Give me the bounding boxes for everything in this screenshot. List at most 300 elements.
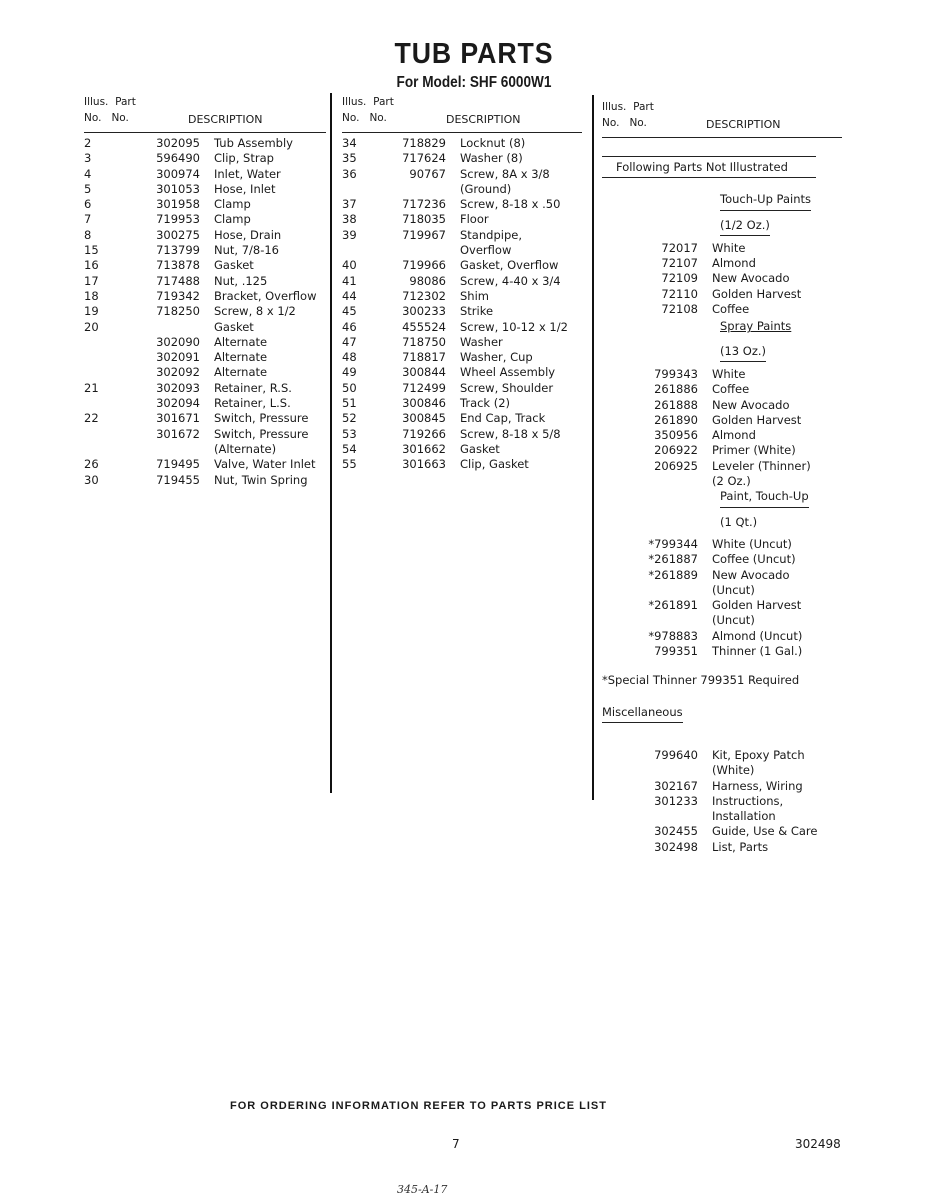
part-number: 799640 (654, 747, 698, 762)
illus-number: 5 (84, 181, 92, 196)
part-number: 301233 (654, 793, 698, 808)
special-thinner-note: *Special Thinner 799351 Required (602, 673, 800, 688)
part-number: 302498 (654, 839, 698, 854)
part-row (84, 182, 326, 197)
illus-number: 47 (342, 334, 357, 349)
part-description: Golden Harvest (712, 286, 802, 301)
part-description: Clamp (214, 212, 251, 227)
illus-number: 54 (342, 441, 357, 456)
column-header (602, 100, 842, 138)
part-number: 799343 (654, 366, 698, 381)
part-row (602, 367, 842, 382)
part-number: 718829 (402, 136, 446, 150)
part-row (342, 304, 582, 319)
part-number: 261890 (654, 412, 698, 427)
part-description: Screw, 10-12 x 1/2 (460, 319, 568, 334)
document-number: 302498 (795, 1137, 841, 1151)
part-number: 596490 (156, 151, 200, 166)
part-number: 719455 (156, 472, 200, 487)
illus-number: 3 (84, 151, 92, 166)
illus-number: 26 (84, 457, 99, 472)
part-row (84, 151, 326, 166)
part-description: Thinner (1 Gal.) (712, 644, 803, 659)
parts-column-3 (602, 100, 842, 855)
part-number: 72017 (661, 240, 698, 255)
part-row (84, 396, 326, 411)
part-description: Gasket (214, 319, 254, 334)
part-description: Alternate (214, 334, 268, 349)
part-number: 719342 (156, 288, 200, 303)
part-number: 712302 (402, 288, 446, 303)
part-description: White (Uncut) (712, 536, 792, 551)
part-description: Gasket (460, 441, 500, 456)
part-row (84, 243, 326, 258)
part-number: 302092 (156, 365, 200, 380)
part-description: New Avocado (712, 271, 790, 286)
part-row (602, 840, 842, 855)
part-row (342, 136, 582, 151)
part-description: Screw, Shoulder (460, 380, 554, 395)
part-number: 719495 (156, 457, 200, 472)
part-description: Harness, Wiring (712, 778, 803, 793)
part-row (602, 428, 842, 443)
part-number: 72107 (661, 256, 698, 271)
part-row (602, 598, 842, 613)
part-row (602, 459, 842, 474)
illus-number: 39 (342, 227, 357, 242)
part-row (342, 228, 582, 243)
part-description: Coffee (712, 302, 750, 317)
part-row (84, 350, 326, 365)
illus-number (84, 396, 118, 411)
part-number (602, 474, 712, 489)
illus-number: 15 (84, 243, 99, 258)
part-row (342, 274, 582, 289)
illus-number: 2 (84, 136, 92, 150)
part-description: Screw, 8-18 x 5/8 (460, 426, 561, 441)
part-description: White (712, 240, 746, 255)
illus-number: 44 (342, 288, 357, 303)
part-number (374, 243, 460, 258)
part-description: Leveler (Thinner) (712, 458, 811, 473)
parts-list (84, 136, 326, 488)
part-description: New Avocado (712, 397, 790, 412)
part-row (602, 256, 842, 271)
illus-number: 51 (342, 396, 357, 411)
part-description: End Cap, Track (460, 411, 546, 426)
part-number: 300233 (402, 304, 446, 319)
part-description: (Alternate) (214, 441, 277, 456)
miscellaneous-list (602, 748, 842, 855)
part-number: 300846 (402, 396, 446, 411)
part-number: *261887 (648, 552, 698, 567)
part-row-continuation (342, 243, 582, 258)
parts-column-1 (84, 95, 326, 488)
part-number: 302094 (156, 396, 200, 411)
part-number: 718817 (402, 350, 446, 365)
part-number: 206925 (654, 458, 698, 473)
part-number: 98086 (409, 273, 446, 288)
part-number: 300844 (402, 365, 446, 380)
part-row (602, 824, 842, 839)
part-row (84, 473, 326, 488)
part-number: 719953 (156, 212, 200, 227)
part-description: Retainer, R.S. (214, 380, 292, 395)
spray-paints-size: (13 Oz.) (720, 344, 766, 362)
part-row (602, 629, 842, 644)
touchup-paints-heading: Touch-Up Paints (720, 192, 811, 210)
illus-part-header-bottom: No. No. (342, 112, 387, 124)
part-number: 300275 (156, 227, 200, 242)
illus-number: 38 (342, 212, 357, 227)
part-row (602, 271, 842, 286)
part-row (84, 258, 326, 273)
part-row (602, 537, 842, 552)
part-number: 300974 (156, 166, 200, 181)
description-header: DESCRIPTION (188, 113, 263, 126)
part-row (84, 167, 326, 182)
part-description: List, Parts (712, 839, 769, 854)
part-row (84, 320, 326, 335)
part-row (342, 411, 582, 426)
illus-number: 53 (342, 426, 357, 441)
part-description: Floor (460, 212, 489, 227)
part-description: Retainer, L.S. (214, 396, 291, 411)
column-header (84, 95, 326, 133)
part-description: (Uncut) (712, 582, 755, 597)
part-row (342, 427, 582, 442)
part-row (84, 304, 326, 319)
illus-number: 4 (84, 166, 92, 181)
part-row (342, 442, 582, 457)
part-row (342, 381, 582, 396)
part-row (602, 413, 842, 428)
part-number: *799344 (648, 536, 698, 551)
column-divider-1 (330, 93, 332, 793)
part-number: 301671 (156, 411, 200, 426)
illus-part-header-top: Illus. Part (602, 101, 654, 113)
part-row (84, 365, 326, 380)
description-header: DESCRIPTION (446, 113, 521, 126)
illus-number: 49 (342, 365, 357, 380)
parts-list (342, 136, 582, 473)
part-number: 72108 (661, 302, 698, 317)
part-row (84, 289, 326, 304)
part-number: 719266 (402, 426, 446, 441)
part-row (342, 258, 582, 273)
part-number: 301663 (402, 457, 446, 472)
part-description: Alternate (214, 350, 268, 365)
illus-number: 6 (84, 197, 92, 212)
part-number: 717488 (156, 273, 200, 288)
part-row (342, 151, 582, 166)
part-description: Wheel Assembly (460, 365, 556, 380)
part-row (84, 427, 326, 442)
part-row (84, 197, 326, 212)
part-row (342, 396, 582, 411)
part-description: Gasket (214, 258, 254, 273)
part-description: Switch, Pressure (214, 411, 309, 426)
illus-number: 34 (342, 136, 357, 150)
part-description: Washer (460, 334, 503, 349)
part-number: 455524 (402, 319, 446, 334)
part-row (602, 794, 842, 809)
illus-number (84, 350, 118, 365)
part-row-continuation (84, 442, 326, 457)
part-description: Bracket, Overflow (214, 288, 317, 303)
part-description: (Uncut) (712, 613, 755, 628)
illus-part-header-top: Illus. Part (342, 96, 394, 108)
miscellaneous-heading: Miscellaneous (602, 705, 683, 723)
part-description: (Ground) (460, 181, 512, 196)
not-illustrated-heading: Following Parts Not Illustrated (602, 156, 816, 178)
illus-part-header-bottom: No. No. (84, 112, 129, 124)
part-description: Hose, Drain (214, 227, 282, 242)
part-row (342, 350, 582, 365)
part-number (118, 442, 214, 457)
part-number: 717624 (402, 151, 446, 166)
part-row (342, 197, 582, 212)
handwritten-annotation: 345-A-17 (397, 1183, 448, 1196)
illus-number: 55 (342, 457, 357, 472)
part-description: Guide, Use & Care (712, 824, 818, 839)
part-row (602, 443, 842, 458)
part-description: Gasket, Overflow (460, 258, 559, 273)
part-description: (2 Oz.) (712, 474, 751, 489)
part-description: Shim (460, 288, 489, 303)
illus-part-header-bottom: No. No. (602, 117, 647, 129)
part-row (84, 212, 326, 227)
part-row-continuation (602, 474, 842, 489)
part-number: 302093 (156, 380, 200, 395)
part-row-continuation (602, 809, 842, 824)
part-description: Coffee (712, 382, 750, 397)
part-description: Washer, Cup (460, 350, 533, 365)
illus-number: 50 (342, 380, 357, 395)
part-row (602, 779, 842, 794)
part-description: Instructions, (712, 793, 784, 808)
part-row (602, 644, 842, 659)
illus-number: 30 (84, 472, 99, 487)
part-number: 302090 (156, 334, 200, 349)
part-number: 302167 (654, 778, 698, 793)
part-number: 72110 (661, 286, 698, 301)
illus-number: 21 (84, 380, 99, 395)
part-number: 261888 (654, 397, 698, 412)
part-row (602, 302, 842, 317)
part-description: Clip, Gasket (460, 457, 529, 472)
part-description: (White) (712, 763, 755, 778)
part-number: 261886 (654, 382, 698, 397)
part-number: 301053 (156, 181, 200, 196)
part-row (602, 398, 842, 413)
spray-paints-list (602, 367, 842, 489)
part-description: Golden Harvest (712, 598, 802, 613)
part-number: 350956 (654, 428, 698, 443)
part-row (342, 457, 582, 472)
part-row-continuation (342, 182, 582, 197)
part-number: *978883 (648, 628, 698, 643)
part-description: Valve, Water Inlet (214, 457, 316, 472)
part-number: 719966 (402, 258, 446, 273)
part-number: 718035 (402, 212, 446, 227)
illus-number: 22 (84, 411, 99, 426)
part-number: 301672 (156, 426, 200, 441)
part-number: 302095 (156, 136, 200, 150)
illus-number: 48 (342, 350, 357, 365)
model-subtitle: For Model: SHF 6000W1 (396, 74, 552, 91)
part-number (374, 182, 460, 197)
part-description: Strike (460, 304, 494, 319)
part-description: Primer (White) (712, 443, 796, 458)
part-row (84, 335, 326, 350)
part-number: 718250 (156, 304, 200, 319)
part-number: 719967 (402, 227, 446, 242)
illus-number: 20 (84, 319, 99, 334)
part-row (602, 241, 842, 256)
part-description: Overflow (460, 243, 512, 258)
part-row (602, 287, 842, 302)
part-description: Kit, Epoxy Patch (712, 747, 805, 762)
illus-number (84, 365, 118, 380)
illus-number: 7 (84, 212, 92, 227)
part-row (602, 382, 842, 397)
part-description: Screw, 8 x 1/2 (214, 304, 296, 319)
illus-number: 52 (342, 411, 357, 426)
illus-number: 40 (342, 258, 357, 273)
part-description: Hose, Inlet (214, 181, 276, 196)
part-description: Almond (712, 428, 756, 443)
illus-number: 17 (84, 273, 99, 288)
page-title: TUB PARTS (394, 38, 554, 70)
part-description: Switch, Pressure (214, 426, 309, 441)
column-header (342, 95, 582, 133)
part-description: Golden Harvest (712, 412, 802, 427)
illus-number (84, 427, 118, 442)
part-number (602, 613, 712, 628)
part-description: Almond (712, 256, 756, 271)
illus-number (84, 335, 118, 350)
ordering-info-footer: FOR ORDERING INFORMATION REFER TO PARTS PRICE LIST (230, 1100, 607, 1112)
part-description: Almond (Uncut) (712, 628, 803, 643)
part-number: 302091 (156, 350, 200, 365)
part-description: Nut, Twin Spring (214, 472, 308, 487)
part-number: 302455 (654, 824, 698, 839)
part-description: Screw, 8-18 x .50 (460, 197, 561, 212)
part-number (118, 320, 214, 335)
illus-part-header-top: Illus. Part (84, 96, 136, 108)
illus-number: 16 (84, 258, 99, 273)
paint-touchup-heading: Paint, Touch-Up (720, 489, 809, 507)
part-description: New Avocado (712, 567, 790, 582)
illus-number: 46 (342, 319, 357, 334)
part-description: Clip, Strap (214, 151, 274, 166)
illus-number (342, 182, 374, 197)
part-description: Screw, 8A x 3/8 (460, 166, 550, 181)
part-description: Screw, 4-40 x 3/4 (460, 273, 561, 288)
part-number (602, 583, 712, 598)
part-number: *261891 (648, 598, 698, 613)
part-row (84, 136, 326, 151)
part-row (342, 167, 582, 182)
part-row (84, 411, 326, 426)
part-description: Standpipe, (460, 227, 522, 242)
part-number: 301958 (156, 197, 200, 212)
part-description: Track (2) (460, 396, 511, 411)
part-number: 300845 (402, 411, 446, 426)
description-header: DESCRIPTION (706, 118, 781, 131)
part-description: Installation (712, 809, 776, 824)
page-number: 7 (452, 1137, 460, 1151)
part-number: 718750 (402, 334, 446, 349)
part-number: 713878 (156, 258, 200, 273)
touchup-paints-size: (1/2 Oz.) (720, 218, 770, 236)
part-row (84, 381, 326, 396)
part-description: Alternate (214, 365, 268, 380)
illus-number: 18 (84, 288, 99, 303)
part-number: 712499 (402, 380, 446, 395)
paint-touchup-size: (1 Qt.) (720, 514, 758, 529)
column-divider-2 (592, 95, 594, 800)
part-number: 713799 (156, 243, 200, 258)
part-description: Nut, 7/8-16 (214, 243, 280, 258)
illus-number: 35 (342, 151, 357, 166)
part-number (602, 763, 712, 778)
illus-number: 8 (84, 227, 92, 242)
part-description: Washer (8) (460, 151, 523, 166)
paint-touchup-list (602, 537, 842, 659)
part-description: Coffee (Uncut) (712, 552, 796, 567)
part-number (602, 809, 712, 824)
part-row (602, 748, 842, 763)
part-row-continuation (602, 763, 842, 778)
part-description: Clamp (214, 197, 251, 212)
illus-number: 37 (342, 197, 357, 212)
part-row (602, 568, 842, 583)
part-row (342, 365, 582, 380)
part-description: White (712, 366, 746, 381)
part-number: 301662 (402, 441, 446, 456)
part-row (84, 274, 326, 289)
part-row (342, 320, 582, 335)
illus-number (342, 243, 374, 258)
part-row-continuation (602, 583, 842, 598)
part-number: 72109 (661, 271, 698, 286)
illus-number: 19 (84, 304, 99, 319)
part-description: Inlet, Water (214, 166, 281, 181)
part-number: 717236 (402, 197, 446, 212)
part-number: 799351 (654, 644, 698, 659)
part-row (342, 212, 582, 227)
part-number: *261889 (648, 567, 698, 582)
parts-column-2 (342, 95, 582, 473)
part-row (602, 552, 842, 567)
part-row (342, 335, 582, 350)
part-number: 206922 (654, 443, 698, 458)
illus-number: 36 (342, 166, 357, 181)
part-row (342, 289, 582, 304)
touchup-paints-list (602, 241, 842, 317)
spray-paints-heading: Spray Paints (720, 319, 792, 334)
part-row (84, 228, 326, 243)
part-description: Locknut (8) (460, 136, 526, 150)
part-description: Nut, .125 (214, 273, 268, 288)
part-row (84, 457, 326, 472)
illus-number (84, 442, 118, 457)
illus-number: 41 (342, 273, 357, 288)
part-number: 90767 (409, 166, 446, 181)
illus-number: 45 (342, 304, 357, 319)
